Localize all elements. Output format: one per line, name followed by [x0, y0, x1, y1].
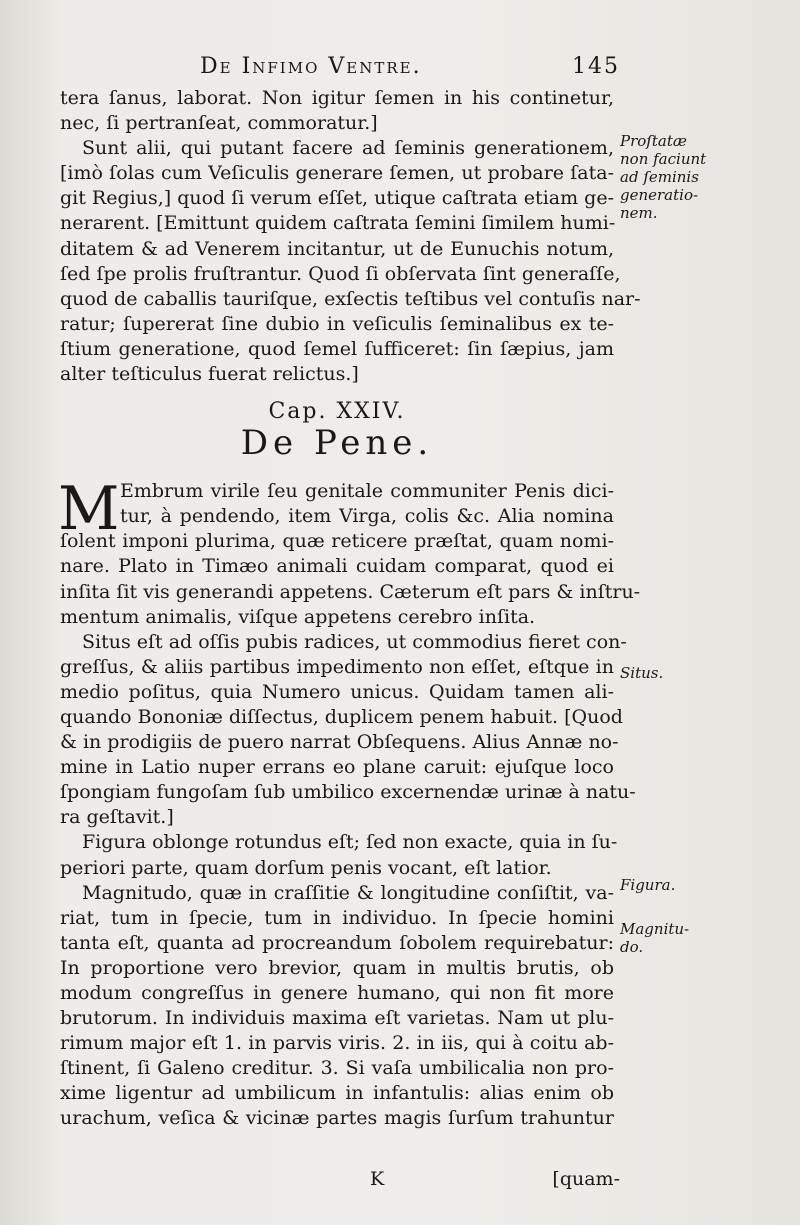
text-line: ratur; ſupererat ſine dubio in veſiculis ſeminalibus ex te- — [60, 312, 614, 335]
text-line: tur, à pendendo, item Virga, colis &c. Alia nomina — [120, 505, 614, 528]
text-line: ditatem & ad Venerem incitantur, ut de Eunuchis notum, — [60, 237, 614, 260]
catchword: [quam- — [552, 1168, 620, 1190]
text-line: mine in Latio nuper errans eo plane caruit: ejuſque loco — [60, 756, 614, 779]
margin-note-situs: Situs. — [620, 664, 664, 682]
text-line: alter teſticulus fuerat relictus.] — [60, 363, 359, 386]
text-line: tera ſanus, laborat. Non igitur ſemen in his continetur, — [60, 87, 614, 109]
text-line: Sunt alii, qui putant facere ad ſeminis generationem, — [82, 137, 614, 160]
text-line: ſpongiam fungoſam ſub umbilico excernendæ urinæ à natu- — [60, 781, 636, 804]
text-line: brutorum. In individuis maxima eſt varietas. Nam ut plu- — [60, 1007, 614, 1030]
running-title: De Infimo Ventre. — [200, 54, 422, 79]
text-line: riat, tum in ſpecie, tum in individuo. In ſpecie homini — [60, 906, 614, 929]
text-line: Magnitudo, quæ in craſſitie & longitudine conſiſtit, va- — [82, 881, 614, 904]
signature-mark: K — [370, 1168, 385, 1190]
text-line: medio poſitus, quia Numero unicus. Quidam tamen ali- — [60, 680, 614, 703]
text-line: mentum animalis, viſque appetens cerebro inſita. — [60, 605, 536, 628]
text-line: Situs eſt ad oſſis pubis radices, ut commodius fieret con- — [82, 630, 627, 653]
text-line: inſita ſit vis generandi appetens. Cæterum eſt pars & inſtru- — [60, 580, 641, 603]
text-line: git Regius,] quod ſi verum eſſet, utique caſtrata etiam ge- — [60, 187, 614, 210]
text-line: ſtinent, ſi Galeno creditur. 3. Si vaſa umbilicalia non pro- — [60, 1057, 614, 1080]
text-line: periori parte, quam dorſum penis vocant, eſt latior. — [60, 856, 552, 879]
text-line: rimum major eſt 1. in parvis viris. 2. in iis, qui à coitu ab- — [60, 1032, 614, 1055]
text-line: nerarent. [Emittunt quidem caſtrata ſemini ſimilem humi- — [60, 212, 616, 235]
text-line: Figura oblonge rotundus eſt; ſed non exacte, quia in ſu- — [82, 831, 618, 854]
text-line: quod de caballis tauriſque, exſectis teſtibus vel contuſis nar- — [60, 287, 641, 310]
text-line: greſſus, & aliis partibus impedimento non eſſet, eſtque in — [60, 655, 614, 678]
drop-capital: M — [58, 474, 120, 545]
text-line: ſtium generatione, quod ſemel ſufficeret: ſin ſæpius, jam — [60, 337, 614, 360]
margin-note-figura: Figura. — [620, 876, 676, 894]
text-block — [58, 86, 641, 1132]
chapter-title: De Pene. — [240, 423, 434, 464]
text-line: nec, ſi pertranſeat, commoratur.] — [60, 112, 378, 135]
running-header — [200, 54, 620, 84]
text-line: ra geſtavit.] — [60, 806, 174, 829]
text-line: quando Bononiæ diſſectus, duplicem penem habuit. [Quod — [60, 705, 623, 728]
text-line: ſed ſpe prolis fruſtrantur. Quod ſi obſervata ſint generaſſe, — [60, 262, 621, 285]
text-line: & in prodigiis de puero narrat Obſequens. Alius Annæ no- — [60, 731, 619, 754]
text-line: xime ligentur ad umbilicum in infantulis: alias enim ob — [60, 1082, 614, 1105]
text-line: ſolent imponi plurima, quæ reticere præſtat, quam nomi- — [60, 530, 614, 553]
text-line: nare. Plato in Timæo animali cuidam comparat, quod ei — [60, 555, 614, 578]
text-line: [imò ſolas cum Veſiculis generare ſemen, ut probare ſata- — [60, 162, 614, 185]
page-number: 145 — [572, 54, 620, 79]
text-line: modum congreſſus in genere humano, qui non fit more — [60, 982, 614, 1004]
margin-note-prostatae: Proſtatæ non faciunt ad ſeminis generatio-nem. — [620, 132, 707, 222]
margin-note-magnitudo: Magnitu-do. — [620, 920, 690, 956]
text-line: urachum, veſica & vicinæ partes magis ſurſum trahuntur — [60, 1107, 614, 1130]
text-line: Embrum virile ſeu genitale communiter Penis dici- — [120, 480, 614, 503]
page-footer — [60, 1168, 620, 1194]
chapter-number: Cap. XXIV. — [268, 399, 406, 425]
text-line: In proportione vero brevior, quam in multis brutis, ob — [60, 956, 614, 979]
text-line: tanta eſt, quanta ad procreandum ſobolem requirebatur: — [60, 931, 614, 954]
